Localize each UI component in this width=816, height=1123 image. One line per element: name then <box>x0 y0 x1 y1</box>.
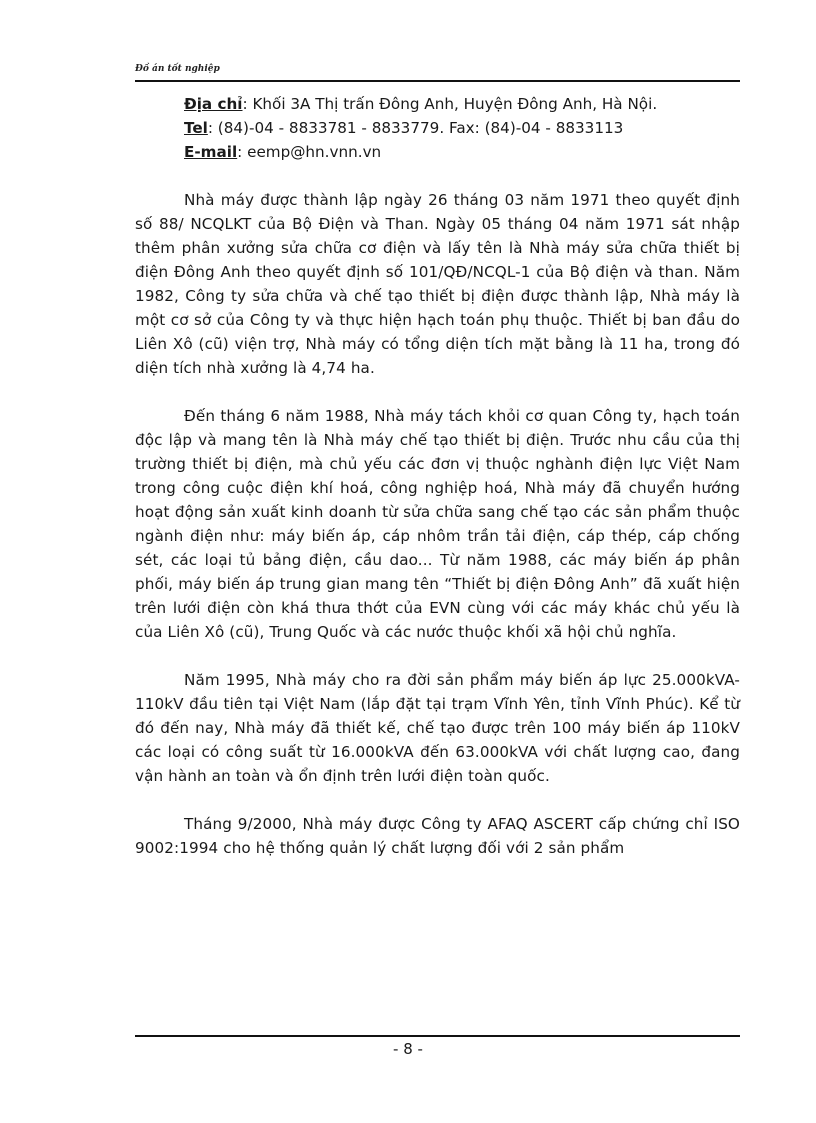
header-rule <box>135 80 740 82</box>
email-line <box>135 140 740 164</box>
footer-rule <box>135 1035 740 1037</box>
spacer <box>135 164 740 188</box>
paragraph-1988 <box>135 404 740 644</box>
address-value: : Khối 3A Thị trấn Đông Anh, Huyện Đông Anh, Hà Nội. <box>242 95 658 113</box>
tel-value: : (84)-04 - 8833781 - 8833779. Fax: (84)-04 - 8833113 <box>207 119 624 137</box>
spacer <box>135 380 740 404</box>
paragraph-text: Nhà máy được thành lập ngày 26 tháng 03 năm 1971 theo quyết định số 88/ NCQLKT của Bộ Điện và Than. Ngày 05 tháng 04 năm 1971 sát nhập thêm phân xưởng sửa chữa cơ điện và lấy tên là Nhà máy sửa chữa thiết bị điện Đông Anh theo quyết định số 101/QĐ/NCQL-1 của Bộ điện và than. Năm 1982, Công ty sửa chữa và chế tạo thiết bị điện được thành lập, Nhà máy là một cơ sở của Công ty và thực hiện hạch toán phụ thuộc. Thiết bị ban đầu do Liên Xô (cũ) viện trợ, Nhà máy có tổng diện tích mặt bằng là 11 ha, trong đó diện tích nhà xưởng là 4,74 ha. <box>135 191 740 377</box>
paragraph-text: Tháng 9/2000, Nhà máy được Công ty AFAQ ASCERT cấp chứng chỉ ISO 9002:1994 cho hệ thống quản lý chất lượng đối với 2 sản phẩm <box>135 815 740 857</box>
page-body <box>135 92 740 860</box>
spacer <box>135 788 740 812</box>
paragraph-founding <box>135 188 740 380</box>
tel-label: Tel <box>184 119 208 137</box>
paragraph-text: Đến tháng 6 năm 1988, Nhà máy tách khỏi cơ quan Công ty, hạch toán độc lập và mang tên là Nhà máy chế tạo thiết bị điện. Trước nhu cầu của thị trường thiết bị điện, mà chủ yếu các đơn vị thuộc nghành điện lực Việt Nam trong công cuộc điện khí hoá, công nghiệp hoá, Nhà máy đã chuyển hướng hoạt động sản xuất kinh doanh từ sửa chữa sang chế tạo các sản phẩm thuộc ngành điện như: máy biến áp, cáp nhôm trần tải điện, cáp thép, cáp chống sét, các loại tủ bảng điện, cầu dao... Từ năm 1988, các máy biến áp phân phối, máy biến áp trung gian mang tên “Thiết bị điện Đông Anh” đã xuất hiện trên lưới điện còn khá thưa thớt của EVN cùng với các máy khác chủ yếu là của Liên Xô (cũ), Trung Quốc và các nước thuộc khối xã hội chủ nghĩa. <box>135 407 740 641</box>
address-line <box>135 92 740 116</box>
email-label: E-mail <box>184 143 238 161</box>
spacer <box>135 644 740 668</box>
running-header: Đồ án tốt nghiệp <box>135 64 220 74</box>
paragraph-2000 <box>135 812 740 860</box>
paragraph-text: Năm 1995, Nhà máy cho ra đời sản phẩm máy biến áp lực 25.000kVA-110kV đầu tiên tại Việt Nam (lắp đặt tại trạm Vĩnh Yên, tỉnh Vĩnh Phúc). Kể từ đó đến nay, Nhà máy đã thiết kế, chế tạo được trên 100 máy biến áp 110kV các loại có công suất từ 16.000kVA đến 63.000kVA với chất lượng cao, đang vận hành an toàn và ổn định trên lưới điện toàn quốc. <box>135 671 740 785</box>
page-number: - 8 - <box>393 1040 423 1058</box>
tel-line <box>135 116 740 140</box>
address-label: Địa chỉ <box>184 95 243 113</box>
email-value: : eemp@hn.vnn.vn <box>237 143 382 161</box>
paragraph-1995 <box>135 668 740 788</box>
